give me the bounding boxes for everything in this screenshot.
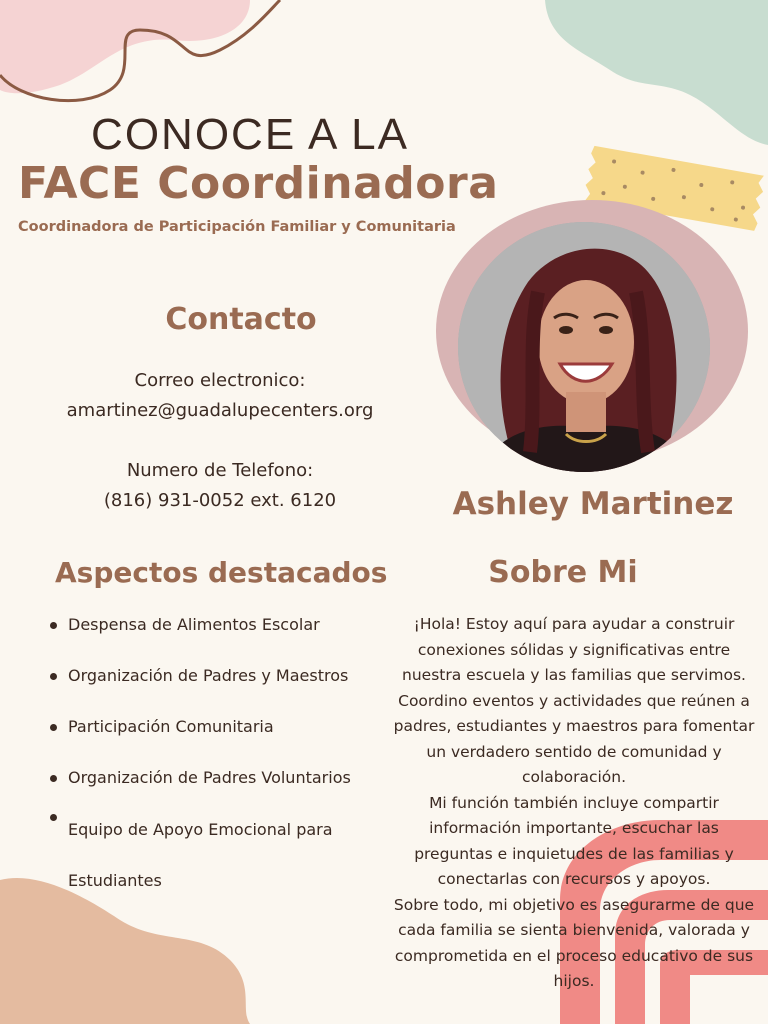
list-item: Participación Comunitaria	[48, 714, 368, 740]
profile-name: Ashley Martinez	[452, 486, 734, 522]
contact-heading: Contacto	[165, 302, 317, 337]
list-item: Equipo de Apoyo Emocional para Estudiantes	[48, 804, 368, 906]
phone-label: Numero de Telefono:	[126, 460, 314, 481]
profile-photo	[458, 222, 710, 472]
list-item: Despensa de Alimentos Escolar	[48, 612, 368, 638]
phone-number[interactable]: (816) 931-0052 ext. 6120	[103, 490, 337, 511]
about-paragraph-1: ¡Hola! Estoy aquí para ayudar a construir conexiones sólidas y significativas entre nuestra escuela y las familias que servimos. Coordino eventos y actividades que reúnen a padres, estudiantes y maestros para fomentar un verdadero sentido de comunidad y colaboración.	[393, 615, 755, 786]
email-label: Correo electronico:	[134, 370, 306, 391]
about-paragraph-2: Mi función también incluye compartir información importante, escuchar las preguntas e inquietudes de las familias y conectarlas con recursos y apoyos.	[414, 793, 734, 888]
email-link[interactable]: amartinez@guadalupecenters.org	[66, 400, 374, 421]
list-item: Organización de Padres Voluntarios	[48, 765, 368, 791]
subtitle: Coordinadora de Participación Familiar y Comunitaria	[18, 219, 456, 235]
about-text	[390, 612, 758, 995]
about-paragraph-3: Sobre todo, mi objetivo es asegurarme de que cada familia se sienta bienvenida, valorada y comprometida en el proceso educativo de sus hijos.	[393, 895, 755, 990]
about-heading: Sobre Mi	[488, 555, 638, 590]
title-line-1: CONOCE A LA	[91, 110, 409, 159]
mint-blob	[545, 0, 768, 145]
title-line-2: FACE Coordinadora	[18, 158, 499, 209]
list-item: Organización de Padres y Maestros	[48, 663, 368, 689]
aspects-heading: Aspectos destacados	[55, 556, 388, 589]
aspects-list	[48, 612, 368, 931]
